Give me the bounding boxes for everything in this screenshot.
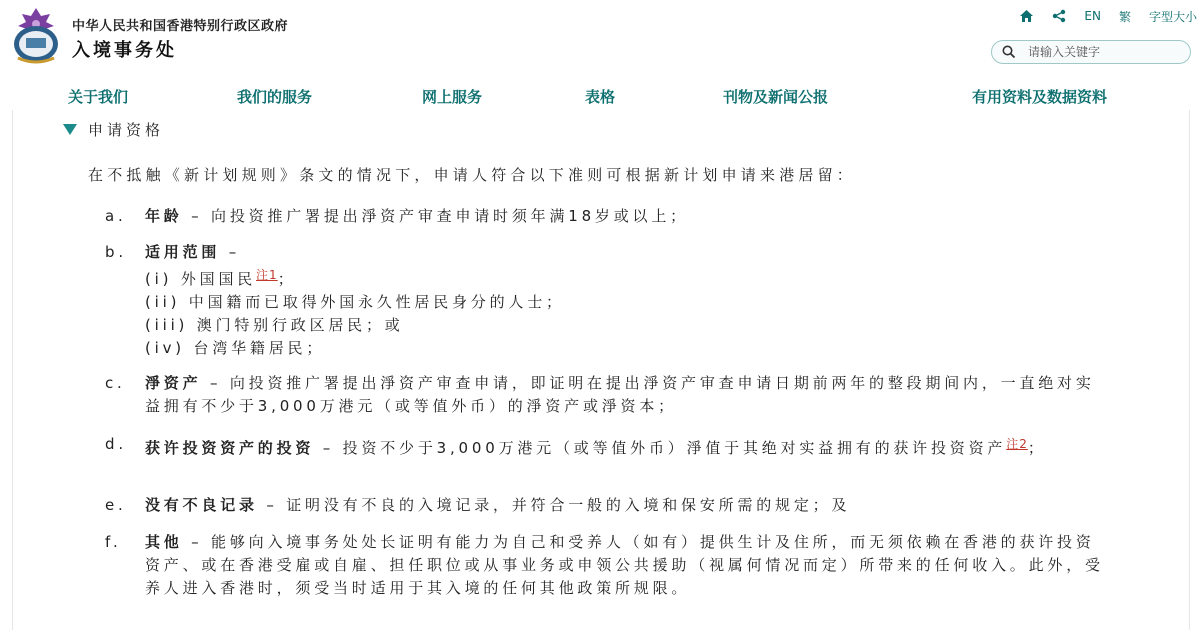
nav-our-services[interactable]: 我们的服务: [237, 88, 313, 106]
sub-item-ii: (ii) 中国籍而已取得外国永久性居民身分的人士；: [145, 293, 565, 311]
language-traditional-link[interactable]: 繁: [1118, 9, 1131, 24]
eligibility-section-toggle[interactable]: [63, 119, 164, 140]
language-en-link[interactable]: EN: [1084, 9, 1101, 23]
search-box: [991, 40, 1191, 64]
share-icon[interactable]: [1052, 9, 1066, 23]
nav-useful-info[interactable]: 有用资料及数据资料: [972, 88, 1108, 106]
list-marker: a.: [105, 207, 127, 225]
list-marker: d.: [105, 435, 127, 453]
hksar-emblem-logo[interactable]: [10, 6, 62, 64]
criterion-text: – 向投资推广署提出淨资产审查申请时须年满18岁或以上；: [182, 207, 689, 225]
sub-item-iv: (iv) 台湾华籍居民；: [145, 339, 326, 357]
search-input[interactable]: [1028, 45, 1178, 59]
sub-item-end: ；: [277, 270, 297, 288]
main-nav: [0, 86, 1203, 106]
criterion-text: – 能够向入境事务处处长证明有能力为自己和受养人（如有）提供生计及住所，而无须依赖在香港的获许投资资产、或在香港受雇或自雇、担任职位或从事业务或申领公共援助（视属何情况而定）所带来的任何收入。此外，受养人进入香港时，须受当时适用于其入境的任何其他政策所规限。: [145, 533, 1104, 597]
font-size-link[interactable]: 字型大小: [1148, 9, 1197, 24]
criterion-title: 没有不良记录: [145, 496, 258, 514]
government-name: 中华人民共和国香港特别行政区政府: [72, 19, 289, 34]
note-1-link[interactable]: 注1: [256, 268, 278, 282]
list-marker: b.: [105, 243, 127, 261]
criterion-title: 其他: [145, 533, 183, 551]
home-icon[interactable]: [1019, 9, 1034, 23]
section-title: 申请资格: [88, 121, 165, 139]
criterion-text: – 向投资推广署提出淨资产审查申请，即证明在提出淨资产审查申请日期前两年的整段期间内，一直绝对实益拥有不少于3,000万港元（或等值外币）的淨资产或淨资本；: [145, 374, 1095, 415]
utility-bar: [1001, 6, 1203, 26]
criterion-title: 适用范围: [145, 243, 221, 261]
note-2-link[interactable]: 注2: [1006, 437, 1028, 451]
criterion-title: 淨资产: [145, 374, 202, 392]
list-marker: e.: [105, 496, 127, 514]
sub-item-iii: (iii) 澳门特别行政区居民；或: [145, 316, 404, 334]
main-content: [12, 110, 1190, 630]
intro-text: 在不抵触《新计划规则》条文的情况下，申请人符合以下准则可根据新计划申请来港居留：: [88, 166, 857, 184]
sub-item-i: [145, 264, 1105, 291]
criterion-title: 年龄: [145, 207, 183, 225]
nav-publications-press[interactable]: 刊物及新闻公报: [723, 88, 829, 106]
criterion-text: – 投资不少于3,000万港元（或等值外币）淨值于其绝对实益拥有的获许投资资产: [314, 439, 1007, 457]
list-marker: f.: [105, 533, 122, 551]
criterion-text: – 证明没有不良的入境记录，并符合一般的入境和保安所需的规定；及: [257, 496, 851, 514]
criterion-dash: –: [220, 243, 241, 261]
nav-forms[interactable]: 表格: [585, 88, 616, 106]
department-name[interactable]: 入境事务处: [72, 40, 177, 61]
site-header: [0, 0, 1203, 110]
search-icon[interactable]: [1002, 45, 1016, 59]
list-marker: c.: [105, 374, 126, 392]
criterion-end: ；: [1027, 439, 1047, 457]
sub-item-text: (i) 外国国民: [145, 270, 257, 288]
criterion-title: 获许投资资产的投资: [145, 439, 315, 457]
nav-about-us[interactable]: 关于我们: [68, 88, 129, 106]
nav-online-services[interactable]: 网上服务: [422, 88, 483, 106]
collapse-triangle-icon[interactable]: [63, 124, 77, 135]
